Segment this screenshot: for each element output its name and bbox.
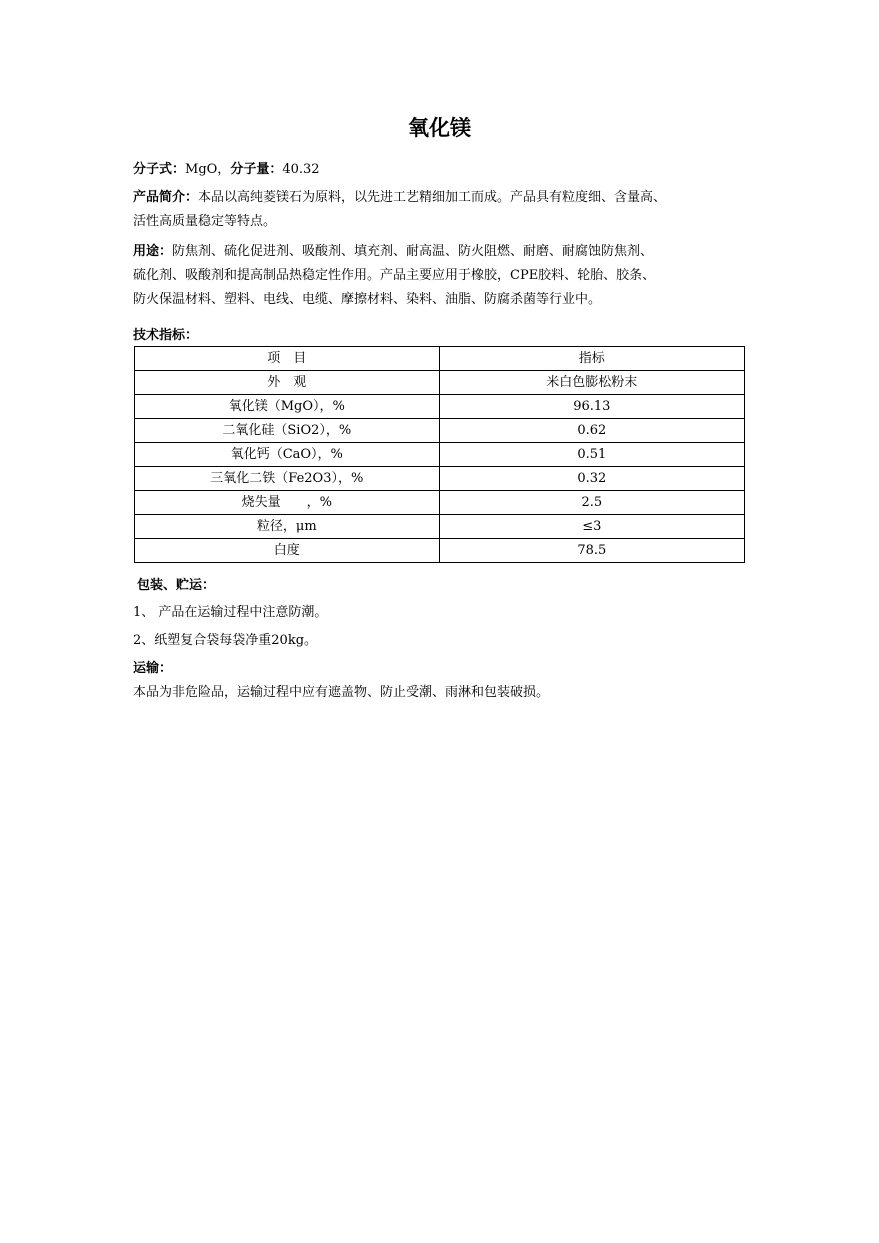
- row-item: 粒径，μm: [135, 515, 440, 539]
- table-row: [135, 467, 745, 491]
- intro-text-line1: 本品以高纯菱镁石为原料，以先进工艺精细加工而成。产品具有粒度细、含量高、: [198, 190, 667, 205]
- row-item: 二氧化硅（SiO2），%: [135, 419, 440, 443]
- formula-label: 分子式：: [133, 162, 186, 177]
- header-value: 指标: [439, 347, 744, 371]
- packaging-item-1: 1、 产品在运输过程中注意防潮。: [133, 605, 328, 620]
- row-value: 96.13: [439, 395, 744, 419]
- usage-text-line2: 硫化剂、吸酸剂和提高制品热稳定性作用。产品主要应用于橡胶，CPE胶料、轮胎、胶条、: [133, 268, 656, 283]
- formula-line: [133, 158, 753, 182]
- transport-label: 运输：: [133, 661, 173, 676]
- usage-text-line1: 防焦剂、硫化促进剂、吸酸剂、填充剂、耐高温、防火阻燃、耐磨、耐腐蚀防焦剂、: [172, 244, 654, 259]
- transport-text: 本品为非危险品，运输过程中应有遮盖物、防止受潮、雨淋和包装破损。: [133, 685, 550, 700]
- table-row: [135, 515, 745, 539]
- row-item: 外 观: [135, 371, 440, 395]
- row-value: 0.51: [439, 443, 744, 467]
- header-item: 项 目: [135, 347, 440, 371]
- table-row: [135, 491, 745, 515]
- formula-value: MgO，: [185, 162, 231, 177]
- spec-heading: 技术指标：: [133, 328, 199, 343]
- packaging-item-2: 2、纸塑复合袋每袋净重20kg。: [133, 633, 318, 648]
- row-value: 0.62: [439, 419, 744, 443]
- molecular-weight-value: 40.32: [282, 162, 320, 177]
- row-item: 烧失量 ，%: [135, 491, 440, 515]
- packaging-item-2-block: [133, 629, 753, 653]
- packaging-label: 包装、贮运：: [137, 578, 216, 593]
- transport-section: [133, 657, 753, 705]
- table-row: [135, 371, 745, 395]
- row-value: 78.5: [439, 539, 744, 563]
- table-row: [135, 539, 745, 563]
- table-row: [135, 443, 745, 467]
- row-value: 2.5: [439, 491, 744, 515]
- intro-label: 产品简介：: [133, 190, 199, 205]
- row-item: 氧化钙（CaO），%: [135, 443, 440, 467]
- product-intro: [133, 186, 753, 234]
- row-item: 白度: [135, 539, 440, 563]
- usage-label: 用途：: [133, 244, 173, 259]
- table-row: [135, 395, 745, 419]
- row-value: 米白色膨松粉末: [439, 371, 744, 395]
- row-value: ≤3: [439, 515, 744, 539]
- table-row: [135, 419, 745, 443]
- molecular-weight-label: 分子量：: [230, 162, 283, 177]
- spec-table: [134, 346, 745, 563]
- intro-text-line2: 活性高质量稳定等特点。: [133, 214, 277, 229]
- row-value: 0.32: [439, 467, 744, 491]
- usage-text-line3: 防火保温材料、塑料、电线、电缆、摩擦材料、染料、油脂、防腐杀菌等行业中。: [133, 292, 602, 307]
- row-item: 三氧化二铁（Fe2O3），%: [135, 467, 440, 491]
- table-header-row: [135, 347, 745, 371]
- row-item: 氧化镁（MgO），%: [135, 395, 440, 419]
- packaging-item-1-block: [133, 601, 753, 625]
- document-title: 氧化镁: [408, 116, 471, 140]
- packaging-section: [133, 574, 753, 598]
- product-usage: [133, 240, 753, 312]
